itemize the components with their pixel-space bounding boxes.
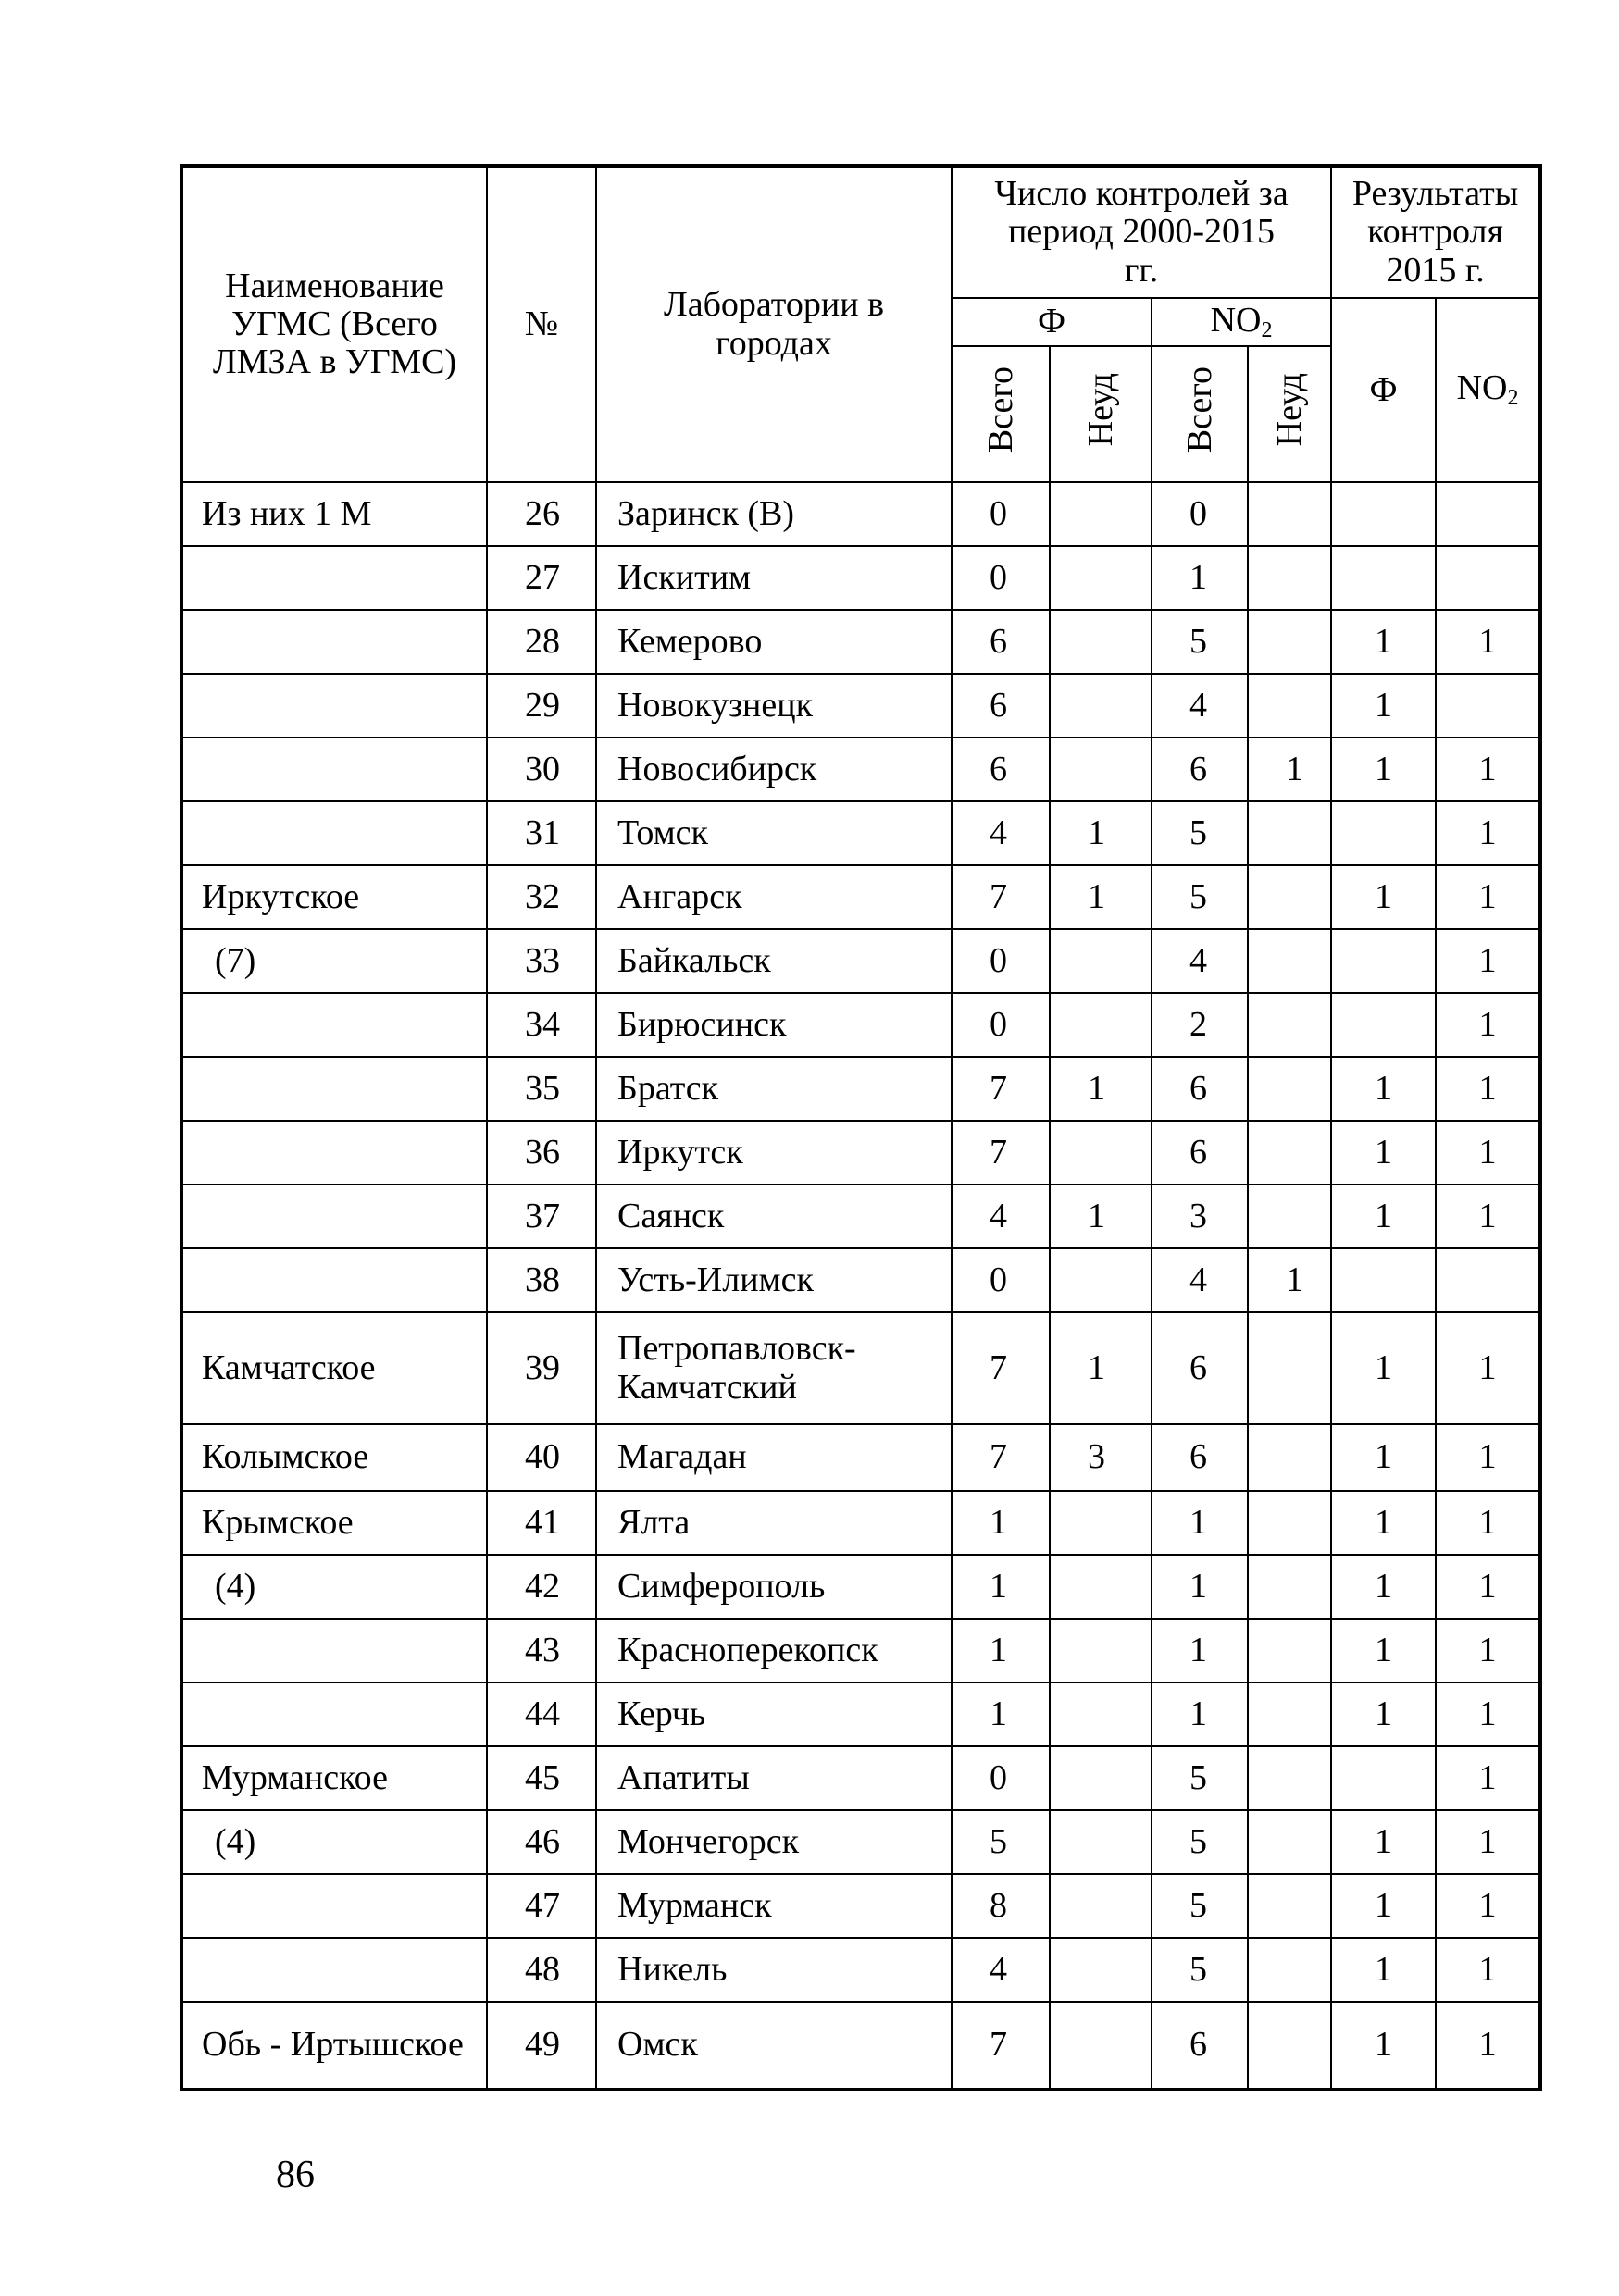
cell-ugms: Из них 1 М [181, 482, 487, 546]
header-results: Результаты контроля 2015 г. [1331, 166, 1540, 298]
cell-result-no2: 1 [1436, 1121, 1540, 1185]
cell-number: 48 [487, 1938, 596, 2002]
cell-number: 40 [487, 1424, 596, 1491]
cell-no2-unsat [1248, 1938, 1331, 2002]
cell-result-f: 1 [1331, 1555, 1436, 1619]
cell-number: 37 [487, 1185, 596, 1248]
cell-result-no2 [1436, 1248, 1540, 1312]
cell-no2-unsat [1248, 801, 1331, 865]
header-no2-total [1152, 346, 1248, 482]
cell-f-total: 0 [952, 546, 1050, 610]
cell-result-no2: 1 [1436, 1874, 1540, 1938]
cell-f-total: 4 [952, 1938, 1050, 2002]
table-row [181, 1185, 1540, 1248]
cell-result-f: 1 [1331, 1424, 1436, 1491]
cell-no2-total: 1 [1152, 1682, 1248, 1746]
cell-ugms: Мурманское [181, 1746, 487, 1810]
table-row [181, 674, 1540, 738]
cell-f-unsat [1050, 1810, 1152, 1874]
cell-f-total: 6 [952, 738, 1050, 801]
cell-city: Новосибирск [596, 738, 952, 801]
cell-f-unsat: 1 [1050, 801, 1152, 865]
cell-no2-total: 6 [1152, 1121, 1248, 1185]
cell-city: Байкальск [596, 929, 952, 993]
cell-number: 44 [487, 1682, 596, 1746]
header-f-unsat [1050, 346, 1152, 482]
cell-f-unsat [1050, 610, 1152, 674]
page-number: 86 [276, 2153, 315, 2196]
cell-result-no2: 1 [1436, 1682, 1540, 1746]
cell-city: Бирюсинск [596, 993, 952, 1057]
cell-f-total: 7 [952, 1057, 1050, 1121]
cell-f-total: 1 [952, 1555, 1050, 1619]
table-row [181, 610, 1540, 674]
cell-ugms [181, 1938, 487, 2002]
cell-f-unsat [1050, 993, 1152, 1057]
cell-f-total: 0 [952, 482, 1050, 546]
cell-ugms [181, 738, 487, 801]
cell-ugms [181, 674, 487, 738]
cell-no2-unsat [1248, 1746, 1331, 1810]
cell-result-no2: 1 [1436, 1619, 1540, 1682]
table-row [181, 1619, 1540, 1682]
cell-f-total: 0 [952, 1248, 1050, 1312]
cell-no2-total: 2 [1152, 993, 1248, 1057]
cell-no2-total: 4 [1152, 929, 1248, 993]
cell-result-f: 1 [1331, 1057, 1436, 1121]
cell-no2-unsat [1248, 482, 1331, 546]
cell-f-total: 5 [952, 1810, 1050, 1874]
cell-f-unsat [1050, 1491, 1152, 1555]
cell-result-no2: 1 [1436, 801, 1540, 865]
cell-ugms: (7) [181, 929, 487, 993]
cell-city: Никель [596, 1938, 952, 2002]
cell-ugms [181, 1874, 487, 1938]
header-no2-unsat [1248, 346, 1331, 482]
cell-number: 41 [487, 1491, 596, 1555]
cell-result-f: 1 [1331, 1682, 1436, 1746]
header-f-total-label: Всего [981, 366, 1020, 453]
cell-ugms [181, 610, 487, 674]
cell-no2-unsat [1248, 546, 1331, 610]
cell-ugms: (4) [181, 1555, 487, 1619]
cell-city: Ялта [596, 1491, 952, 1555]
cell-result-no2: 1 [1436, 1185, 1540, 1248]
cell-number: 46 [487, 1810, 596, 1874]
cell-ugms [181, 546, 487, 610]
header-results-no2-sub: 2 [1507, 386, 1519, 411]
cell-result-f [1331, 1248, 1436, 1312]
cell-no2-unsat [1248, 610, 1331, 674]
cell-f-total: 8 [952, 1874, 1050, 1938]
cell-no2-unsat: 1 [1248, 738, 1331, 801]
cell-result-no2: 1 [1436, 1810, 1540, 1874]
cell-number: 34 [487, 993, 596, 1057]
header-controls-f: Ф [952, 298, 1152, 346]
cell-ugms [181, 993, 487, 1057]
cell-result-f [1331, 546, 1436, 610]
table-row [181, 1248, 1540, 1312]
cell-city: Новокузнецк [596, 674, 952, 738]
table-row [181, 929, 1540, 993]
cell-number: 42 [487, 1555, 596, 1619]
cell-no2-total: 5 [1152, 610, 1248, 674]
cell-no2-total: 5 [1152, 801, 1248, 865]
cell-city: Апатиты [596, 1746, 952, 1810]
cell-result-no2: 1 [1436, 993, 1540, 1057]
cell-no2-total: 6 [1152, 1424, 1248, 1491]
cell-f-unsat [1050, 1555, 1152, 1619]
cell-number: 39 [487, 1312, 596, 1424]
cell-no2-unsat [1248, 1682, 1331, 1746]
cell-ugms [181, 1057, 487, 1121]
cell-f-unsat [1050, 1938, 1152, 2002]
cell-f-unsat: 3 [1050, 1424, 1152, 1491]
table-row [181, 1746, 1540, 1810]
cell-result-f [1331, 993, 1436, 1057]
cell-ugms [181, 801, 487, 865]
cell-f-unsat [1050, 1682, 1152, 1746]
cell-no2-total: 5 [1152, 1810, 1248, 1874]
cell-f-unsat [1050, 1874, 1152, 1938]
cell-city: Усть-Илимск [596, 1248, 952, 1312]
table-row [181, 2002, 1540, 2090]
cell-result-no2 [1436, 674, 1540, 738]
cell-city: Петропавловск-Камчатский [596, 1312, 952, 1424]
cell-result-f: 1 [1331, 1810, 1436, 1874]
cell-number: 38 [487, 1248, 596, 1312]
cell-result-f: 1 [1331, 1491, 1436, 1555]
cell-f-total: 7 [952, 2002, 1050, 2090]
cell-result-no2: 1 [1436, 865, 1540, 929]
header-ugms: Наименование УГМС (Всего ЛМЗА в УГМС) [181, 166, 487, 482]
cell-result-f [1331, 929, 1436, 993]
cell-f-total: 7 [952, 865, 1050, 929]
cell-f-total: 0 [952, 1746, 1050, 1810]
table-row [181, 1121, 1540, 1185]
cell-f-unsat [1050, 546, 1152, 610]
cell-number: 26 [487, 482, 596, 546]
cell-result-no2: 1 [1436, 1491, 1540, 1555]
cell-no2-unsat [1248, 1619, 1331, 1682]
cell-no2-unsat [1248, 929, 1331, 993]
cell-no2-total: 3 [1152, 1185, 1248, 1248]
cell-no2-total: 4 [1152, 674, 1248, 738]
cell-ugms [181, 1682, 487, 1746]
header-results-f: Ф [1331, 298, 1436, 482]
cell-result-f [1331, 482, 1436, 546]
table-row [181, 801, 1540, 865]
header-controls-no2-sub: 2 [1261, 317, 1273, 342]
table-row [181, 1057, 1540, 1121]
cell-no2-unsat [1248, 1810, 1331, 1874]
cell-number: 49 [487, 2002, 596, 2090]
cell-no2-total: 1 [1152, 1555, 1248, 1619]
table-row [181, 738, 1540, 801]
table-row [181, 1424, 1540, 1491]
cell-result-f: 1 [1331, 1185, 1436, 1248]
cell-ugms: Колымское [181, 1424, 487, 1491]
header-no2-unsat-label: Неуд [1270, 373, 1310, 447]
cell-number: 43 [487, 1619, 596, 1682]
cell-ugms: Камчатское [181, 1312, 487, 1424]
cell-number: 32 [487, 865, 596, 929]
cell-f-unsat: 1 [1050, 1057, 1152, 1121]
cell-no2-total: 1 [1152, 546, 1248, 610]
cell-no2-total: 1 [1152, 1619, 1248, 1682]
cell-ugms: (4) [181, 1810, 487, 1874]
header-results-no2-main: NO [1456, 368, 1508, 408]
cell-no2-total: 5 [1152, 1746, 1248, 1810]
cell-no2-total: 6 [1152, 2002, 1248, 2090]
cell-f-unsat [1050, 1619, 1152, 1682]
cell-f-total: 6 [952, 674, 1050, 738]
cell-f-unsat [1050, 482, 1152, 546]
cell-city: Красноперекопск [596, 1619, 952, 1682]
cell-result-f [1331, 801, 1436, 865]
cell-no2-unsat [1248, 1874, 1331, 1938]
cell-city: Томск [596, 801, 952, 865]
cell-ugms: Крымское [181, 1491, 487, 1555]
cell-f-unsat [1050, 1746, 1152, 1810]
cell-ugms [181, 1121, 487, 1185]
header-results-no2 [1436, 298, 1540, 482]
cell-no2-total: 6 [1152, 1057, 1248, 1121]
cell-no2-total: 5 [1152, 865, 1248, 929]
cell-no2-unsat [1248, 1424, 1331, 1491]
cell-result-no2: 1 [1436, 1746, 1540, 1810]
cell-f-total: 7 [952, 1121, 1050, 1185]
cell-no2-total: 6 [1152, 738, 1248, 801]
header-labs: Лаборатории в городах [596, 166, 952, 482]
cell-f-total: 1 [952, 1491, 1050, 1555]
cell-no2-unsat [1248, 865, 1331, 929]
table-row [181, 993, 1540, 1057]
header-num: № [487, 166, 596, 482]
cell-no2-unsat [1248, 1491, 1331, 1555]
cell-no2-unsat [1248, 1121, 1331, 1185]
cell-no2-total: 5 [1152, 1938, 1248, 2002]
header-f-unsat-label: Неуд [1081, 373, 1120, 447]
cell-result-f: 1 [1331, 2002, 1436, 2090]
cell-result-f: 1 [1331, 1619, 1436, 1682]
table-row [181, 1810, 1540, 1874]
table-row [181, 1491, 1540, 1555]
table-row [181, 1938, 1540, 2002]
cell-f-total: 4 [952, 801, 1050, 865]
cell-number: 45 [487, 1746, 596, 1810]
cell-f-total: 6 [952, 610, 1050, 674]
cell-number: 29 [487, 674, 596, 738]
header-controls: Число контролей за период 2000-2015 гг. [952, 166, 1331, 298]
cell-result-no2 [1436, 546, 1540, 610]
cell-result-f: 1 [1331, 738, 1436, 801]
cell-ugms [181, 1248, 487, 1312]
cell-no2-unsat [1248, 1555, 1331, 1619]
cell-result-f: 1 [1331, 1312, 1436, 1424]
cell-city: Иркутск [596, 1121, 952, 1185]
table-row [181, 546, 1540, 610]
cell-f-total: 1 [952, 1619, 1050, 1682]
cell-number: 31 [487, 801, 596, 865]
cell-result-f [1331, 1746, 1436, 1810]
cell-ugms [181, 1619, 487, 1682]
cell-f-unsat [1050, 1121, 1152, 1185]
cell-number: 30 [487, 738, 596, 801]
report-table [180, 164, 1542, 2091]
cell-ugms: Обь - Иртышское [181, 2002, 487, 2090]
table-row [181, 1555, 1540, 1619]
cell-city: Мончегорск [596, 1810, 952, 1874]
cell-city: Заринск (В) [596, 482, 952, 546]
cell-ugms: Иркутское [181, 865, 487, 929]
table-row [181, 1312, 1540, 1424]
cell-f-unsat [1050, 929, 1152, 993]
cell-no2-unsat [1248, 993, 1331, 1057]
header-f-total [952, 346, 1050, 482]
cell-number: 28 [487, 610, 596, 674]
cell-no2-unsat [1248, 1185, 1331, 1248]
cell-city: Керчь [596, 1682, 952, 1746]
cell-city: Магадан [596, 1424, 952, 1491]
cell-no2-unsat: 1 [1248, 1248, 1331, 1312]
cell-result-f: 1 [1331, 1121, 1436, 1185]
cell-no2-total: 0 [1152, 482, 1248, 546]
header-controls-no2-main: NO [1210, 300, 1262, 340]
cell-city: Ангарск [596, 865, 952, 929]
cell-no2-unsat [1248, 1057, 1331, 1121]
table-header [181, 166, 1540, 482]
cell-city: Мурманск [596, 1874, 952, 1938]
cell-city: Симферополь [596, 1555, 952, 1619]
cell-city: Искитим [596, 546, 952, 610]
cell-city: Саянск [596, 1185, 952, 1248]
cell-result-f: 1 [1331, 1938, 1436, 2002]
cell-result-no2: 1 [1436, 1057, 1540, 1121]
cell-no2-unsat [1248, 1312, 1331, 1424]
cell-result-f: 1 [1331, 1874, 1436, 1938]
cell-no2-total: 5 [1152, 1874, 1248, 1938]
cell-no2-unsat [1248, 674, 1331, 738]
table-row [181, 1874, 1540, 1938]
cell-city: Братск [596, 1057, 952, 1121]
cell-f-total: 7 [952, 1312, 1050, 1424]
cell-no2-total: 6 [1152, 1312, 1248, 1424]
cell-f-unsat [1050, 674, 1152, 738]
table-row [181, 482, 1540, 546]
cell-f-unsat [1050, 2002, 1152, 2090]
cell-f-total: 1 [952, 1682, 1050, 1746]
cell-f-total: 0 [952, 993, 1050, 1057]
cell-result-no2: 1 [1436, 610, 1540, 674]
cell-result-f: 1 [1331, 674, 1436, 738]
cell-result-no2: 1 [1436, 929, 1540, 993]
cell-f-unsat [1050, 1248, 1152, 1312]
cell-result-no2: 1 [1436, 1938, 1540, 2002]
cell-result-no2: 1 [1436, 1312, 1540, 1424]
cell-result-no2 [1436, 482, 1540, 546]
cell-result-no2: 1 [1436, 1555, 1540, 1619]
table-row [181, 1682, 1540, 1746]
cell-number: 33 [487, 929, 596, 993]
cell-result-no2: 1 [1436, 2002, 1540, 2090]
cell-ugms [181, 1185, 487, 1248]
cell-no2-total: 1 [1152, 1491, 1248, 1555]
header-controls-no2 [1152, 298, 1331, 346]
cell-result-f: 1 [1331, 865, 1436, 929]
cell-result-no2: 1 [1436, 1424, 1540, 1491]
cell-f-unsat: 1 [1050, 1312, 1152, 1424]
table-body [181, 482, 1540, 2090]
cell-number: 27 [487, 546, 596, 610]
cell-number: 47 [487, 1874, 596, 1938]
header-no2-total-label: Всего [1180, 366, 1219, 453]
cell-no2-total: 4 [1152, 1248, 1248, 1312]
cell-number: 35 [487, 1057, 596, 1121]
cell-city: Омск [596, 2002, 952, 2090]
cell-no2-unsat [1248, 2002, 1331, 2090]
cell-city: Кемерово [596, 610, 952, 674]
cell-f-total: 7 [952, 1424, 1050, 1491]
cell-f-total: 4 [952, 1185, 1050, 1248]
cell-f-total: 0 [952, 929, 1050, 993]
cell-f-unsat: 1 [1050, 1185, 1152, 1248]
cell-result-no2: 1 [1436, 738, 1540, 801]
cell-f-unsat [1050, 738, 1152, 801]
cell-number: 36 [487, 1121, 596, 1185]
cell-result-f: 1 [1331, 610, 1436, 674]
cell-f-unsat: 1 [1050, 865, 1152, 929]
table-row [181, 865, 1540, 929]
